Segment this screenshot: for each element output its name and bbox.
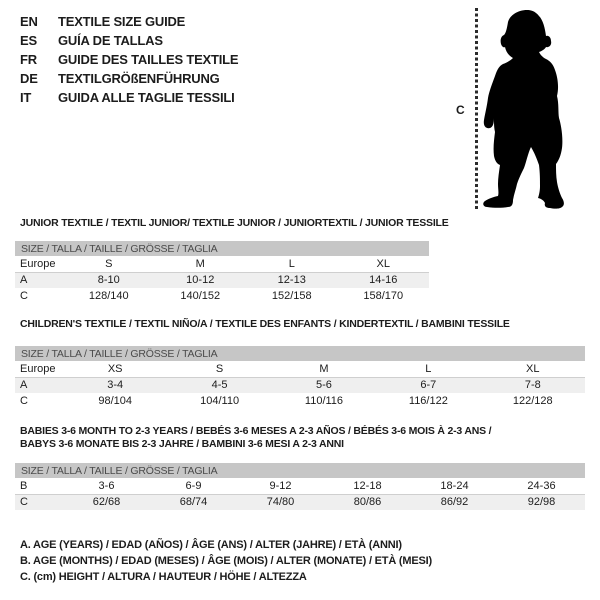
cell-value: 128/140 [88, 290, 129, 302]
language-row-en [20, 12, 238, 31]
cell-value: 5-6 [316, 379, 332, 392]
size-header-row [15, 463, 585, 478]
table-title-line: JUNIOR TEXTILE / TEXTIL JUNIOR/ TEXTILE JUNIOR / JUNIORTEXTIL / JUNIOR TESSILE [20, 217, 449, 229]
cell-value: S [105, 257, 113, 270]
cell-value: XL [376, 257, 390, 270]
cell-value: 12-13 [277, 274, 306, 287]
cell-value: 116/122 [408, 395, 448, 407]
size-table-section-1 [15, 318, 585, 409]
cell-value: 98/104 [98, 395, 133, 407]
table-title [20, 425, 585, 451]
legend [20, 537, 432, 585]
legend-line: A. AGE (YEARS) / EDAD (AÑOS) / ÂGE (ANS) / ALTER (JAHRE) / ETÀ (ANNI) [20, 539, 402, 551]
cell-value: M [319, 362, 329, 375]
size-header-bar: SIZE / TALLA / TAILLE / GRÖSSE / TAGLIA [15, 241, 429, 256]
size-table [15, 463, 585, 510]
cell-value: S [215, 362, 224, 375]
cell-value: 86/92 [440, 496, 469, 509]
language-code: EN [20, 14, 38, 29]
cell-value: 8-10 [97, 274, 120, 287]
cell-value: 80/86 [353, 496, 382, 509]
cell-value: 6-7 [420, 379, 437, 392]
table-row-c [15, 393, 585, 409]
cell-value: 158/170 [363, 290, 404, 302]
row-label: A [20, 379, 28, 392]
size-table-section-0 [15, 217, 449, 304]
size-table [15, 346, 585, 409]
toddler-silhouette-icon [482, 8, 580, 214]
legend-line: B. AGE (MONTHS) / EDAD (MESES) / ÂGE (MOIS) / ALTER (MONATE) / ETÀ (MESI) [20, 555, 432, 567]
cell-value: 14-16 [369, 274, 398, 287]
row-label: A [20, 274, 28, 287]
language-row-fr [20, 50, 238, 69]
cell-value: 74/80 [266, 496, 295, 509]
cell-value: 110/116 [304, 395, 344, 407]
table-title-line: BABIES 3-6 MONTH TO 2-3 YEARS / BEBÉS 3-6 MESES A 2-3 AÑOS / BÉBÉS 3-6 MOIS À 2-3 ANS / [20, 425, 492, 437]
cell-value: 62/68 [92, 496, 121, 509]
size-table [15, 241, 429, 304]
cell-value: 7-8 [524, 379, 541, 392]
cell-value: 3-4 [107, 379, 124, 392]
language-list [20, 12, 238, 107]
cell-value: 92/98 [527, 496, 556, 509]
legend-line: C. (cm) HEIGHT / ALTURA / HAUTEUR / HÖHE / ALTEZZA [20, 571, 307, 583]
language-row-de [20, 69, 238, 88]
cell-value: 3-6 [98, 479, 115, 492]
cell-value: 24-36 [527, 479, 556, 492]
cell-value: 152/158 [271, 290, 312, 302]
table-title [20, 318, 585, 331]
size-header-bar: SIZE / TALLA / TAILLE / GRÖSSE / TAGLIA [15, 463, 585, 478]
language-label: GUIDE DES TAILLES TEXTILE [58, 52, 239, 67]
size-header-bar: SIZE / TALLA / TAILLE / GRÖSSE / TAGLIA [15, 346, 585, 361]
table-row-a [15, 272, 429, 288]
table-row-c [15, 494, 585, 510]
cell-value: XS [107, 362, 123, 375]
table-title-line: CHILDREN'S TEXTILE / TEXTIL NIÑO/A / TEXTILE DES ENFANTS / KINDERTEXTIL / BAMBINI TESSILE [20, 318, 510, 330]
language-label: GUÍA DE TALLAS [58, 33, 163, 48]
table-title [20, 217, 449, 230]
cell-value: M [195, 257, 205, 270]
cell-value: 68/74 [179, 496, 208, 509]
cell-value: 6-9 [185, 479, 202, 492]
row-label: B [20, 479, 28, 492]
cell-value: XL [526, 362, 540, 375]
cell-value: 12-18 [353, 479, 382, 492]
table-row-c [15, 288, 429, 304]
cell-value: 104/110 [200, 395, 240, 407]
table-row-europe [15, 361, 585, 377]
table-title-line: BABYS 3-6 MONATE BIS 2-3 JAHRE / BAMBINI 3-6 MESI A 2-3 ANNI [20, 438, 344, 450]
language-code: ES [20, 33, 37, 48]
table-row-b [15, 478, 585, 494]
language-label: TEXTILE SIZE GUIDE [58, 14, 186, 29]
height-measure-dotted-line [475, 8, 478, 210]
size-header-row [15, 241, 429, 256]
table-row-a [15, 377, 585, 393]
cell-value: 140/152 [180, 290, 221, 302]
language-label: GUIDA ALLE TAGLIE TESSILI [58, 90, 235, 105]
measure-c-label: C [456, 103, 465, 117]
row-label: C [20, 395, 28, 407]
language-code: IT [20, 90, 32, 105]
cell-value: L [288, 257, 295, 270]
cell-value: 122/128 [512, 395, 553, 407]
size-table-section-2 [15, 425, 585, 510]
language-code: FR [20, 52, 37, 67]
language-code: DE [20, 71, 38, 86]
language-row-es [20, 31, 238, 50]
language-label: TEXTILGRÖßENFÜHRUNG [58, 71, 220, 86]
row-label: C [20, 290, 28, 302]
row-label: C [20, 496, 28, 509]
row-label: Europe [20, 362, 56, 375]
cell-value: 10-12 [186, 274, 215, 287]
cell-value: 4-5 [211, 379, 228, 392]
cell-value: 9-12 [269, 479, 292, 492]
row-label: Europe [20, 257, 56, 270]
cell-value: L [425, 362, 432, 375]
table-row-europe [15, 256, 429, 272]
size-header-row [15, 346, 585, 361]
cell-value: 18-24 [440, 479, 469, 492]
language-row-it [20, 88, 238, 107]
